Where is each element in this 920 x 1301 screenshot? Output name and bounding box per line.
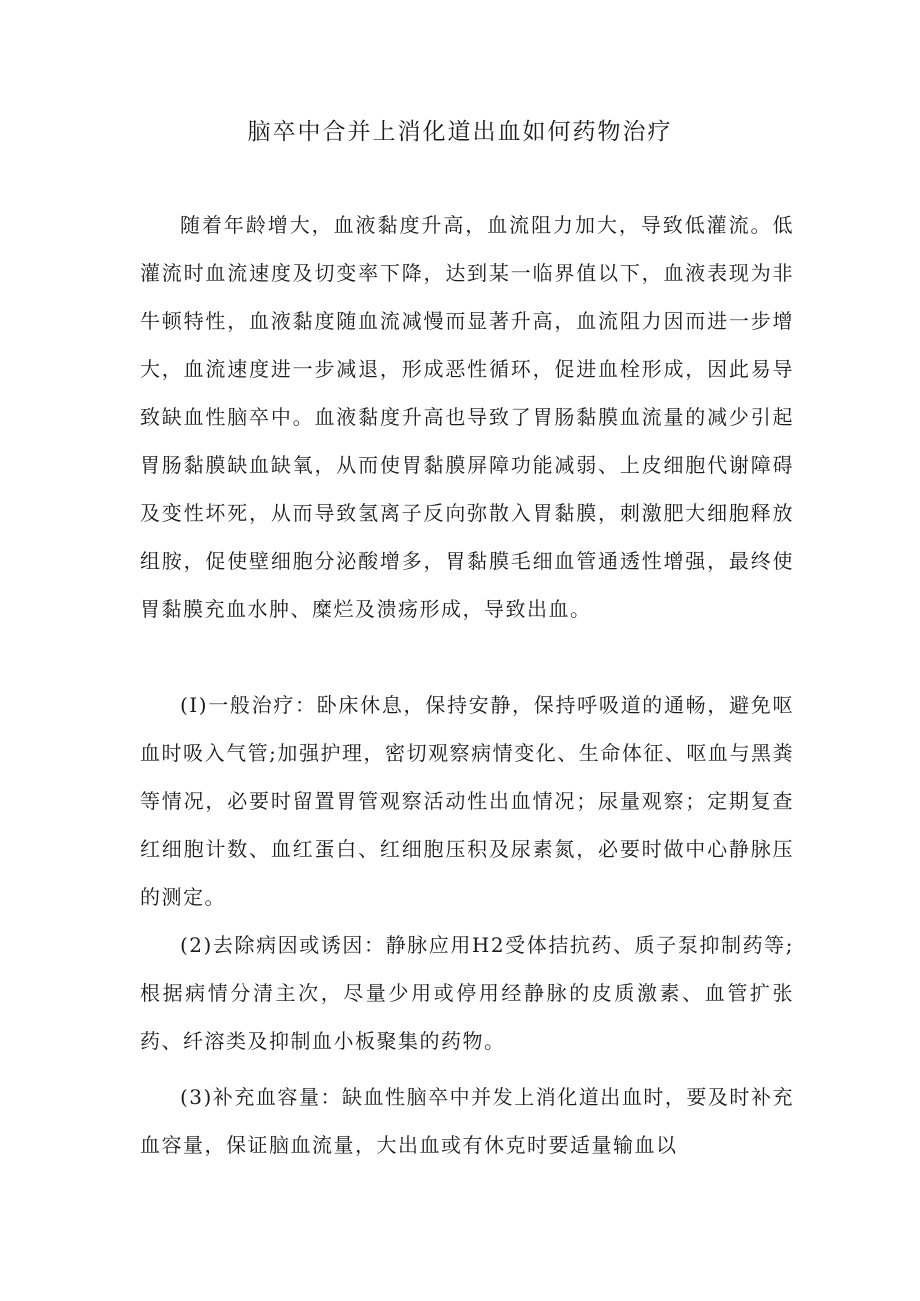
paragraph-blood-volume: (3)补充血容量：缺血性脑卒中并发上消化道出血时，要及时补充血容量，保证脑血流量，大出血或有休克时要适量输血以 [140,1085,794,1157]
paragraph-remove-cause: (2)去除病因或诱因：静脉应用H2受体拮抗药、质子泵抑制药等;根据病情分清主次，尽量少用或停用经静脉的皮质激素、血管扩张药、纤溶类及抑制血小板聚集的药物。 [140,933,794,1053]
document-title: 脑卒中合并上消化道出血如何药物治疗 [247,119,673,145]
paragraph-general-treatment: (I)一般治疗：卧床休息，保持安静，保持呼吸道的通畅，避免呕血时吸入气管;加强护理，密切观察病情变化、生命体征、呕血与黑粪等情况，必要时留置胃管观察活动性出血情况；尿量观察；定期复查红细胞计数、血红蛋白、红细胞压积及尿素氮，必要时做中心静脉压的测定。 [140,693,794,909]
paragraph-pathogenesis: 随着年龄增大，血液黏度升高，血流阻力加大，导致低灌流。低灌流时血流速度及切变率下降，达到某一临界值以下，血液表现为非牛顿特性，血液黏度随血流减慢而显著升高，血流阻力因而进一步增大，血流速度进一步减退，形成恶性循环，促进血栓形成，因此易导致缺血性脑卒中。血液黏度升高也导致了胃肠黏膜血流量的减少引起胃肠黏膜缺血缺氧，从而使胃黏膜屏障功能减弱、上皮细胞代谢障碍及变性坏死，从而导致氢离子反向弥散入胃黏膜，刺激肥大细胞释放组胺，促使壁细胞分泌酸增多，胃黏膜毛细血管通透性增强，最终使胃黏膜充血水肿、糜烂及溃疡形成，导致出血。 [140,213,794,621]
